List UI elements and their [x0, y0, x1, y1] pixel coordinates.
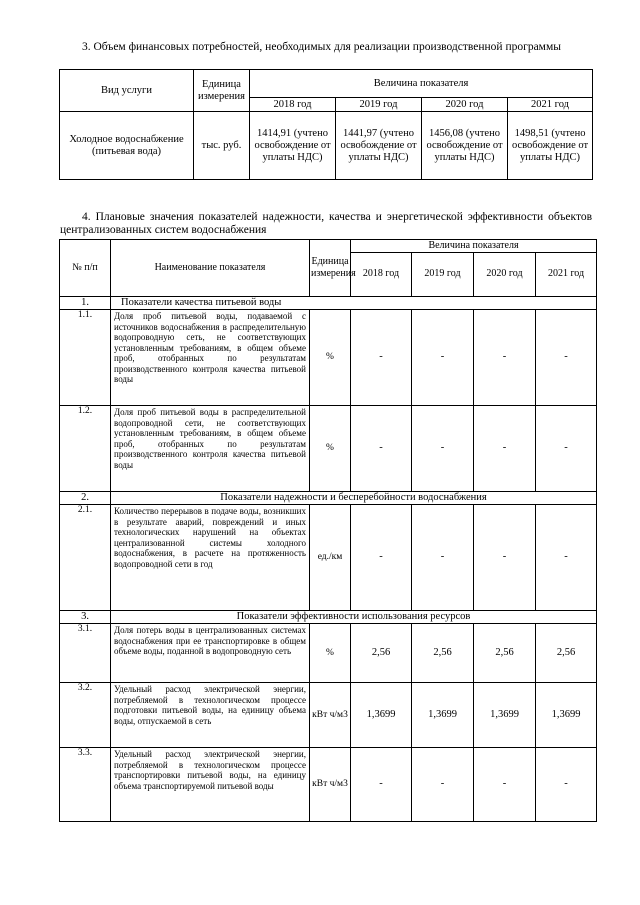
value-cell: 1,3699 [536, 683, 597, 748]
group-num: 2. [60, 492, 111, 505]
value-cell: 1456,08 (учтено освобождение от уплаты НДС) [422, 112, 508, 180]
header-year: 2018 год [250, 98, 336, 112]
unit-cell: кВт ч/м3 [310, 748, 351, 822]
header-year: 2021 год [508, 98, 593, 112]
service-cell: Холодное водоснабжение (питьевая вода) [60, 112, 194, 180]
value-cell: - [412, 748, 474, 822]
indicator-name: Удельный расход электрической энергии, потребляемой в технологическом процессе транспортировки питьевой воды, на единицу объема транспортируемой питьевой воды [111, 748, 310, 822]
header-name: Наименование показателя [111, 240, 310, 297]
row-num: 1.2. [60, 406, 111, 492]
value-cell: 1414,91 (учтено освобождение от уплаты НДС) [250, 112, 336, 180]
value-cell: 2,56 [412, 624, 474, 683]
unit-cell: % [310, 624, 351, 683]
financial-needs-table [59, 69, 593, 180]
header-year: 2018 год [351, 253, 412, 297]
value-cell: 1,3699 [351, 683, 412, 748]
header-year: 2019 год [336, 98, 422, 112]
row-num: 3.2. [60, 683, 111, 748]
row-num: 3.3. [60, 748, 111, 822]
value-cell: - [412, 310, 474, 406]
value-cell: - [536, 406, 597, 492]
value-cell: - [474, 505, 536, 611]
unit-cell: кВт ч/м3 [310, 683, 351, 748]
header-year: 2020 год [422, 98, 508, 112]
indicator-name: Удельный расход электрической энергии, потребляемой в технологическом процессе подготовки питьевой воды, на единицу объема воды, отпускаемой в сеть [111, 683, 310, 748]
group-title: Показатели эффективности использования ресурсов [111, 611, 597, 624]
unit-cell: ед./км [310, 505, 351, 611]
indicator-name: Доля потерь воды в централизованных системах водоснабжения при ее транспортировке в общем объеме воды, поданной в водопроводную сеть [111, 624, 310, 683]
row-num: 2.1. [60, 505, 111, 611]
section3-heading: 3. Объем финансовых потребностей, необходимых для реализации производственной программы [82, 41, 561, 53]
group-title: Показатели качества питьевой воды [111, 297, 597, 310]
value-cell: - [536, 310, 597, 406]
indicator-name: Доля проб питьевой воды, подаваемой с источников водоснабжения в распределительную водопроводную сеть, не соответствующих установленным требованиям, в общем объеме проб, отобранных по результатам производственного контроля качества питьевой воды [111, 310, 310, 406]
value-cell: - [412, 505, 474, 611]
unit-cell: тыс. руб. [194, 112, 250, 180]
row-num: 1.1. [60, 310, 111, 406]
header-unit: Единица измерения [194, 70, 250, 112]
indicator-name: Количество перерывов в подаче воды, возникших в результате аварий, повреждений и иных технологических нарушений на объектах централизованной системы холодного водоснабжения, в расчете на протяженность водопроводной сети в год [111, 505, 310, 611]
header-num: № п/п [60, 240, 111, 297]
value-cell: - [351, 406, 412, 492]
header-value: Величина показателя [351, 240, 597, 253]
value-cell: 2,56 [536, 624, 597, 683]
header-year: 2021 год [536, 253, 597, 297]
value-cell: 1,3699 [412, 683, 474, 748]
unit-cell: % [310, 406, 351, 492]
header-year: 2019 год [412, 253, 474, 297]
row-num: 3.1. [60, 624, 111, 683]
value-cell: - [474, 406, 536, 492]
value-cell: 2,56 [351, 624, 412, 683]
indicators-table [59, 239, 597, 822]
value-cell: - [474, 310, 536, 406]
group-title: Показатели надежности и бесперебойности водоснабжения [111, 492, 597, 505]
value-cell: 2,56 [474, 624, 536, 683]
section4-heading: 4. Плановые значения показателей надежности, качества и энергетической эффективности объектов централизованных систем водоснабжения [60, 211, 592, 236]
value-cell: - [351, 748, 412, 822]
indicator-name: Доля проб питьевой воды в распределительной водопроводной сети, не соответствующих установленным требованиям, в общем объеме проб, отобранных по результатам производственного контроля качества питьевой воды [111, 406, 310, 492]
unit-cell: % [310, 310, 351, 406]
value-cell: - [536, 505, 597, 611]
value-cell: 1441,97 (учтено освобождение от уплаты НДС) [336, 112, 422, 180]
value-cell: - [412, 406, 474, 492]
header-year: 2020 год [474, 253, 536, 297]
value-cell: - [474, 748, 536, 822]
value-cell: - [351, 505, 412, 611]
value-cell: - [536, 748, 597, 822]
header-value: Величина показателя [250, 70, 593, 98]
value-cell: 1,3699 [474, 683, 536, 748]
value-cell: - [351, 310, 412, 406]
header-unit: Единица измерения [310, 240, 351, 297]
group-num: 3. [60, 611, 111, 624]
group-num: 1. [60, 297, 111, 310]
value-cell: 1498,51 (учтено освобождение от уплаты НДС) [508, 112, 593, 180]
header-service: Вид услуги [60, 70, 194, 112]
